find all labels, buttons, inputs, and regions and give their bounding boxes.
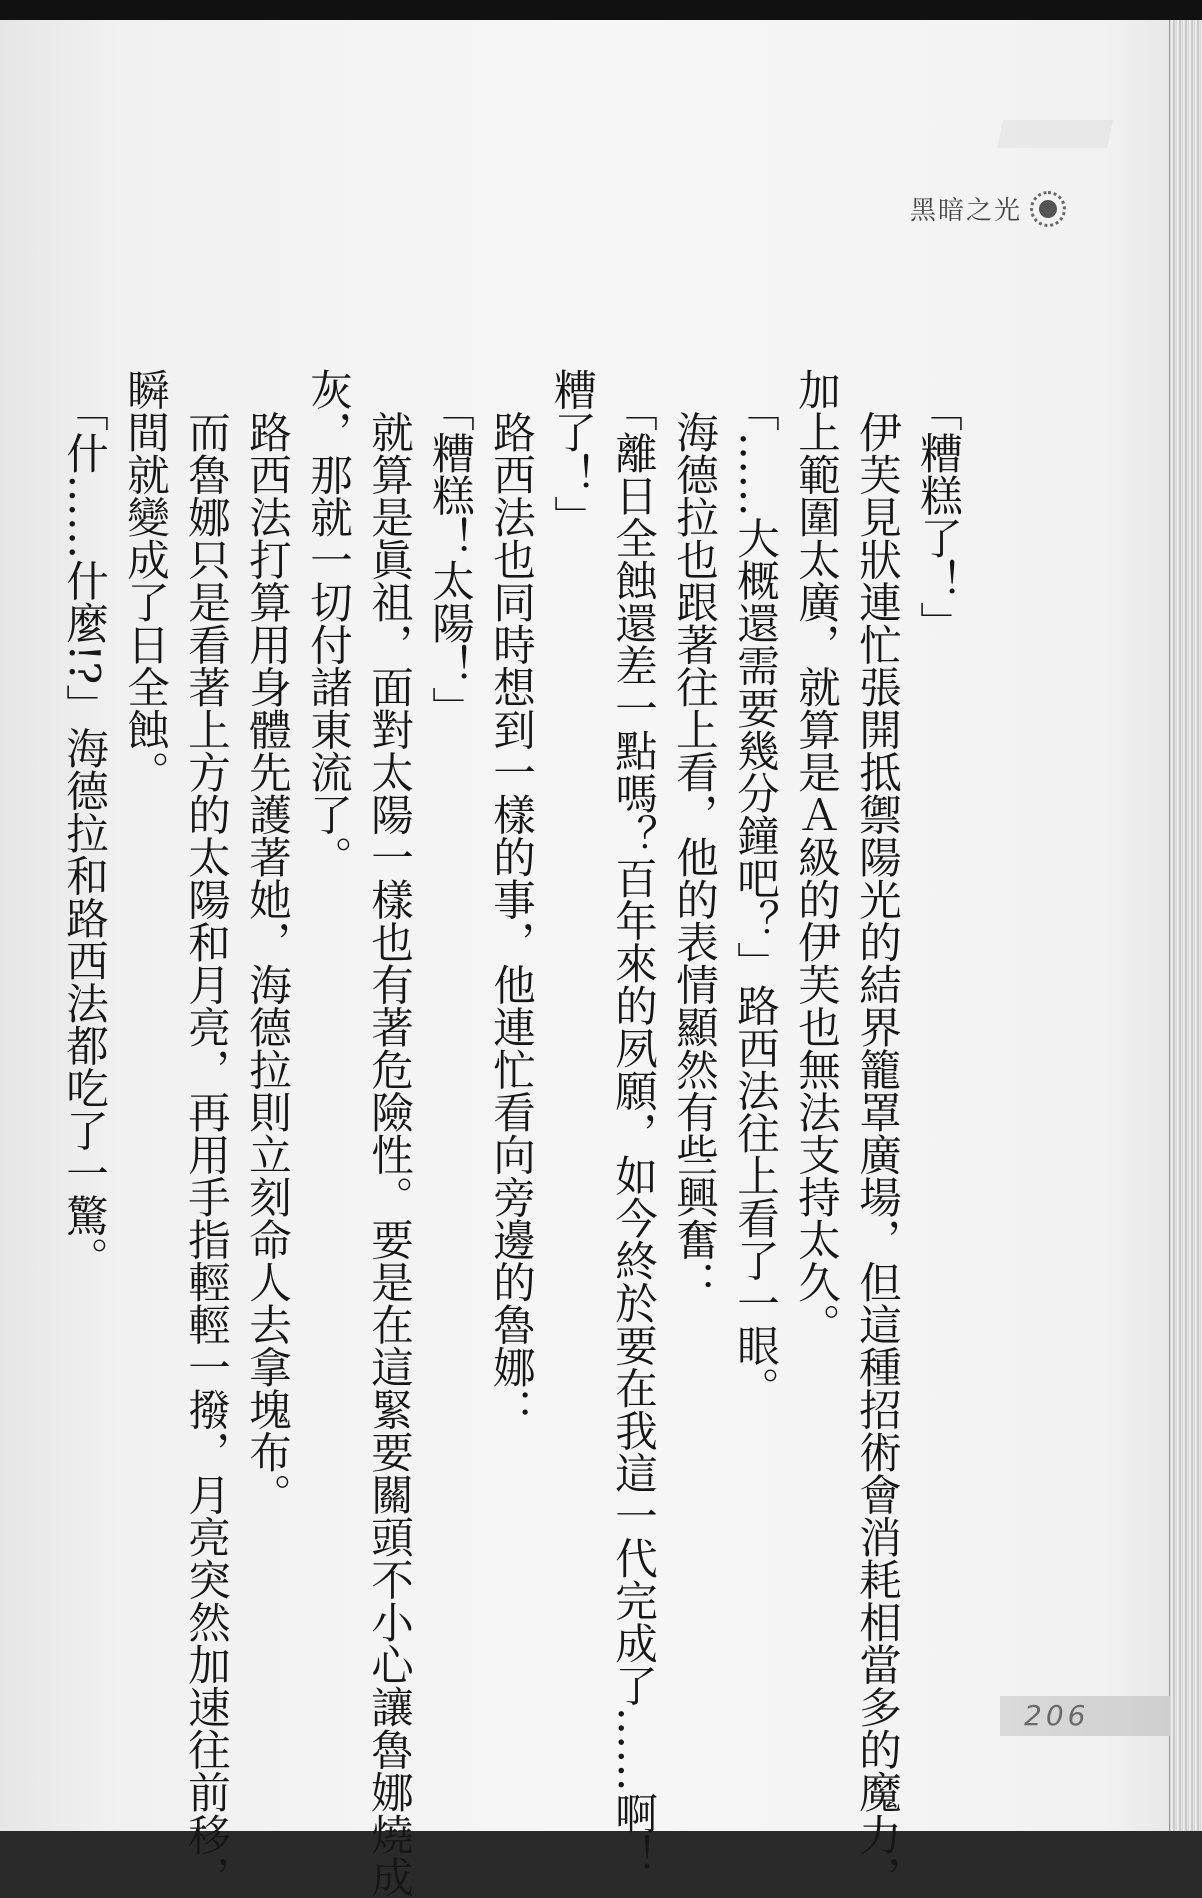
- text-line: 「……大概還需要幾分鐘吧？」路西法往上看了一眼。: [730, 368, 779, 1410]
- text-line: 灰，那就一切付諸東流了。: [303, 368, 352, 878]
- text-line: 瞬間就變成了日全蝕。: [120, 368, 169, 793]
- page-stack-edge: [1169, 20, 1202, 1831]
- text-line: 「糟糕了！」: [913, 368, 962, 645]
- sun-icon: [1030, 191, 1066, 227]
- text-line: 加上範圍太廣，就算是Ａ級的伊芙也無法支持太久。: [791, 368, 840, 1346]
- text-line: 糟了！」: [547, 368, 596, 538]
- header-watermark: [997, 120, 1113, 148]
- text-line: 「離日全蝕還差一點嗎？百年來的夙願，如今終於要在我這一代完成了……啊！: [608, 368, 657, 1877]
- text-line: 「什……什麼!?」海德拉和路西法都吃了一驚。: [59, 368, 108, 1280]
- text-line: 海德拉也跟著往上看，他的表情顯然有些興奮：: [669, 368, 718, 1303]
- running-head: [910, 190, 1066, 227]
- text-line: 路西法也同時想到一樣的事，他連忙看向旁邊的魯娜：: [486, 368, 535, 1431]
- text-line: 而魯娜只是看著上方的太陽和月亮，再用手指輕輕一撥，月亮突然加速往前移，: [181, 368, 230, 1898]
- text-line: 伊芙見狀連忙張開抵禦陽光的結界籠罩廣場，但這種招術會消耗相當多的魔力，: [852, 368, 901, 1898]
- body-text: [59, 368, 968, 1898]
- text-line: 就算是眞祖，面對太陽一樣也有著危險性。要是在這緊要關頭不小心讓魯娜燒成: [364, 368, 413, 1898]
- page-number: 206: [1024, 1699, 1090, 1732]
- text-line: 路西法打算用身體先護著她，海德拉則立刻命人去拿塊布。: [242, 368, 291, 1516]
- text-line: 「糟糕！太陽！」: [425, 368, 474, 730]
- running-head-title: 黑暗之光: [910, 196, 1023, 226]
